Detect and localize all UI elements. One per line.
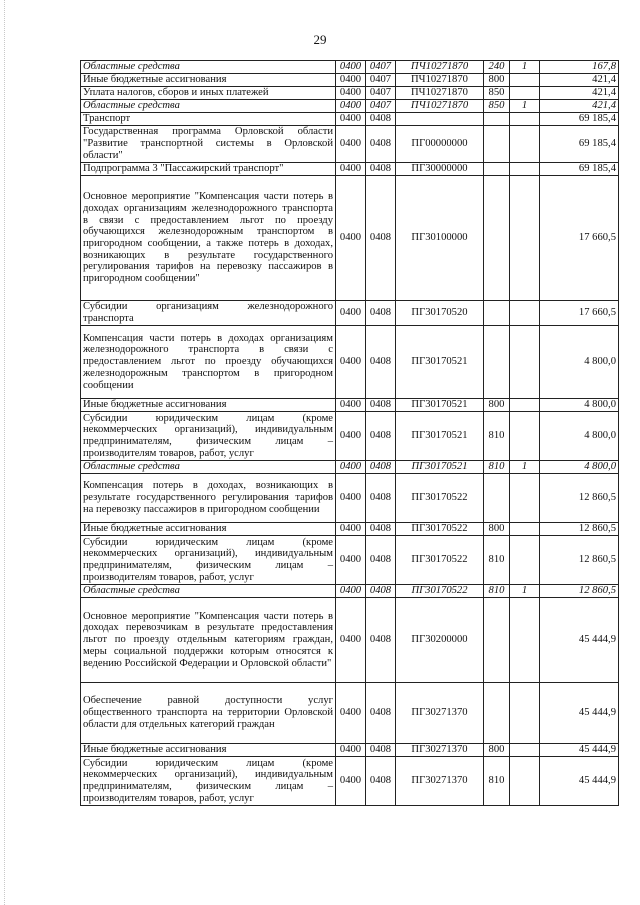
amount-cell: 69 185,4 xyxy=(540,126,619,163)
subsection-code-cell: 0408 xyxy=(366,474,396,523)
section-code-cell: 0400 xyxy=(336,176,366,301)
table-row xyxy=(81,113,619,126)
row-name-cell: Государственная программа Орловской области "Развитие транспортной системы в Орловской области" xyxy=(81,126,336,163)
target-article-cell: ПГ30170521 xyxy=(396,326,484,399)
row-name-cell: Транспорт xyxy=(81,113,336,126)
source-code-cell xyxy=(510,301,540,326)
row-name-cell: Областные средства xyxy=(81,100,336,113)
table-row xyxy=(81,744,619,757)
amount-cell: 12 860,5 xyxy=(540,474,619,523)
target-article-cell: ПЧ10271870 xyxy=(396,74,484,87)
table-row xyxy=(81,176,619,301)
table-row xyxy=(81,301,619,326)
target-article-cell: ПЧ10271870 xyxy=(396,100,484,113)
subsection-code-cell: 0407 xyxy=(366,87,396,100)
amount-cell: 12 860,5 xyxy=(540,536,619,585)
amount-cell: 45 444,9 xyxy=(540,744,619,757)
section-code-cell: 0400 xyxy=(336,163,366,176)
table-row xyxy=(81,757,619,806)
subsection-code-cell: 0408 xyxy=(366,461,396,474)
row-name-cell: Уплата налогов, сборов и иных платежей xyxy=(81,87,336,100)
section-code-cell: 0400 xyxy=(336,536,366,585)
row-name-cell: Подпрограмма 3 "Пассажирский транспорт" xyxy=(81,163,336,176)
expense-type-cell: 800 xyxy=(484,74,510,87)
subsection-code-cell: 0408 xyxy=(366,757,396,806)
source-code-cell xyxy=(510,412,540,461)
subsection-code-cell: 0408 xyxy=(366,301,396,326)
table-row xyxy=(81,100,619,113)
section-code-cell: 0400 xyxy=(336,683,366,744)
subsection-code-cell: 0408 xyxy=(366,163,396,176)
section-code-cell: 0400 xyxy=(336,474,366,523)
section-code-cell: 0400 xyxy=(336,126,366,163)
target-article-cell: ПГ30170522 xyxy=(396,523,484,536)
source-code-cell xyxy=(510,176,540,301)
budget-table-body xyxy=(81,61,619,806)
source-code-cell: 1 xyxy=(510,461,540,474)
target-article-cell: ПГ30100000 xyxy=(396,176,484,301)
section-code-cell: 0400 xyxy=(336,326,366,399)
target-article-cell: ПЧ10271870 xyxy=(396,87,484,100)
target-article-cell: ПГ30170522 xyxy=(396,474,484,523)
expense-type-cell xyxy=(484,176,510,301)
row-name-cell: Обеспечение равной доступности услуг общественного транспорта на территории Орловской области для отдельных категорий граждан xyxy=(81,683,336,744)
amount-cell: 12 860,5 xyxy=(540,523,619,536)
amount-cell: 17 660,5 xyxy=(540,176,619,301)
amount-cell: 421,4 xyxy=(540,74,619,87)
source-code-cell xyxy=(510,523,540,536)
source-code-cell xyxy=(510,744,540,757)
source-code-cell xyxy=(510,87,540,100)
source-code-cell xyxy=(510,536,540,585)
target-article-cell: ПЧ10271870 xyxy=(396,61,484,74)
expense-type-cell: 810 xyxy=(484,461,510,474)
section-code-cell: 0400 xyxy=(336,744,366,757)
table-row xyxy=(81,598,619,683)
expense-type-cell: 810 xyxy=(484,536,510,585)
table-row xyxy=(81,523,619,536)
target-article-cell: ПГ30200000 xyxy=(396,598,484,683)
amount-cell: 17 660,5 xyxy=(540,301,619,326)
expense-type-cell: 810 xyxy=(484,757,510,806)
target-article-cell: ПГ30271370 xyxy=(396,744,484,757)
source-code-cell: 1 xyxy=(510,585,540,598)
row-name-cell: Основное мероприятие "Компенсация части потерь в доходах перевозчикам в результате предоставления льгот по проезду отдельным категориям граждан, меры социальной поддержки которым относятся к ведению Российской Федерации и Орловской области" xyxy=(81,598,336,683)
expense-type-cell xyxy=(484,474,510,523)
amount-cell: 167,8 xyxy=(540,61,619,74)
subsection-code-cell: 0407 xyxy=(366,61,396,74)
row-name-cell: Субсидии юридическим лицам (кроме некоммерческих организаций), индивидуальным предпринимателям, физическим лицам – производителям товаров, работ, услуг xyxy=(81,412,336,461)
row-name-cell: Субсидии юридическим лицам (кроме некоммерческих организаций), индивидуальным предпринимателям, физическим лицам – производителям товаров, работ, услуг xyxy=(81,757,336,806)
source-code-cell xyxy=(510,326,540,399)
section-code-cell: 0400 xyxy=(336,74,366,87)
row-name-cell: Субсидии юридическим лицам (кроме некоммерческих организаций), индивидуальным предпринимателям, физическим лицам – производителям товаров, работ, услуг xyxy=(81,536,336,585)
table-row xyxy=(81,326,619,399)
expense-type-cell: 240 xyxy=(484,61,510,74)
target-article-cell: ПГ30170522 xyxy=(396,585,484,598)
row-name-cell: Областные средства xyxy=(81,461,336,474)
source-code-cell: 1 xyxy=(510,61,540,74)
subsection-code-cell: 0408 xyxy=(366,399,396,412)
amount-cell: 421,4 xyxy=(540,100,619,113)
row-name-cell: Иные бюджетные ассигнования xyxy=(81,523,336,536)
subsection-code-cell: 0408 xyxy=(366,326,396,399)
expense-type-cell: 800 xyxy=(484,523,510,536)
amount-cell: 4 800,0 xyxy=(540,461,619,474)
amount-cell: 45 444,9 xyxy=(540,598,619,683)
target-article-cell xyxy=(396,113,484,126)
expense-type-cell xyxy=(484,113,510,126)
expense-type-cell xyxy=(484,683,510,744)
expense-type-cell: 850 xyxy=(484,87,510,100)
table-row xyxy=(81,585,619,598)
subsection-code-cell: 0408 xyxy=(366,585,396,598)
row-name-cell: Областные средства xyxy=(81,585,336,598)
table-row xyxy=(81,536,619,585)
table-row xyxy=(81,163,619,176)
target-article-cell: ПГ30000000 xyxy=(396,163,484,176)
section-code-cell: 0400 xyxy=(336,461,366,474)
table-row xyxy=(81,474,619,523)
section-code-cell: 0400 xyxy=(336,399,366,412)
table-row xyxy=(81,126,619,163)
table-row xyxy=(81,74,619,87)
row-name-cell: Субсидии организациям железнодорожного транспорта xyxy=(81,301,336,326)
expense-type-cell: 800 xyxy=(484,744,510,757)
subsection-code-cell: 0408 xyxy=(366,412,396,461)
subsection-code-cell: 0407 xyxy=(366,100,396,113)
source-code-cell xyxy=(510,399,540,412)
section-code-cell: 0400 xyxy=(336,61,366,74)
row-name-cell: Компенсация потерь в доходах, возникающих в результате государственного регулирования тарифов на перевозку пассажиров в пригородном сообщении xyxy=(81,474,336,523)
page-number: 29 xyxy=(313,32,327,47)
subsection-code-cell: 0408 xyxy=(366,126,396,163)
amount-cell: 421,4 xyxy=(540,87,619,100)
source-code-cell xyxy=(510,74,540,87)
target-article-cell: ПГ30271370 xyxy=(396,757,484,806)
target-article-cell: ПГ30271370 xyxy=(396,683,484,744)
source-code-cell xyxy=(510,126,540,163)
source-code-cell xyxy=(510,474,540,523)
table-row xyxy=(81,61,619,74)
source-code-cell: 1 xyxy=(510,100,540,113)
section-code-cell: 0400 xyxy=(336,585,366,598)
table-row xyxy=(81,683,619,744)
amount-cell: 4 800,0 xyxy=(540,326,619,399)
source-code-cell xyxy=(510,163,540,176)
amount-cell: 4 800,0 xyxy=(540,412,619,461)
table-row xyxy=(81,461,619,474)
expense-type-cell xyxy=(484,598,510,683)
table-row xyxy=(81,87,619,100)
target-article-cell: ПГ30170521 xyxy=(396,412,484,461)
target-article-cell: ПГ30170522 xyxy=(396,536,484,585)
expense-type-cell: 850 xyxy=(484,100,510,113)
section-code-cell: 0400 xyxy=(336,113,366,126)
amount-cell: 69 185,4 xyxy=(540,113,619,126)
expense-type-cell xyxy=(484,326,510,399)
expense-type-cell: 810 xyxy=(484,412,510,461)
source-code-cell xyxy=(510,757,540,806)
expense-type-cell: 800 xyxy=(484,399,510,412)
table-row xyxy=(81,399,619,412)
section-code-cell: 0400 xyxy=(336,412,366,461)
amount-cell: 69 185,4 xyxy=(540,163,619,176)
source-code-cell xyxy=(510,683,540,744)
row-name-cell: Иные бюджетные ассигнования xyxy=(81,74,336,87)
row-name-cell: Иные бюджетные ассигнования xyxy=(81,744,336,757)
subsection-code-cell: 0408 xyxy=(366,598,396,683)
section-code-cell: 0400 xyxy=(336,87,366,100)
subsection-code-cell: 0408 xyxy=(366,744,396,757)
subsection-code-cell: 0408 xyxy=(366,176,396,301)
section-code-cell: 0400 xyxy=(336,301,366,326)
target-article-cell: ПГ30170521 xyxy=(396,399,484,412)
row-name-cell: Иные бюджетные ассигнования xyxy=(81,399,336,412)
subsection-code-cell: 0407 xyxy=(366,74,396,87)
subsection-code-cell: 0408 xyxy=(366,536,396,585)
target-article-cell: ПГ00000000 xyxy=(396,126,484,163)
amount-cell: 45 444,9 xyxy=(540,757,619,806)
row-name-cell: Основное мероприятие "Компенсация части потерь в доходах организациям железнодорожного транспорта в связи с предоставлением льгот по проезду обучающихся железнодорожным транспортом в пригородном сообщении, а также потерь в доходах, возникающих в результате государственного регулирования тарифов на перевозку пассажиров в пригородном сообщении" xyxy=(81,176,336,301)
target-article-cell: ПГ30170521 xyxy=(396,461,484,474)
row-name-cell: Компенсация части потерь в доходах организациям железнодорожного транспорта в связи с предоставлением льгот по проезду обучающихся железнодорожным транспортом в пригородном сообщении xyxy=(81,326,336,399)
row-name-cell: Областные средства xyxy=(81,61,336,74)
amount-cell: 45 444,9 xyxy=(540,683,619,744)
amount-cell: 4 800,0 xyxy=(540,399,619,412)
section-code-cell: 0400 xyxy=(336,757,366,806)
scan-edge-marks xyxy=(4,0,8,905)
subsection-code-cell: 0408 xyxy=(366,113,396,126)
amount-cell: 12 860,5 xyxy=(540,585,619,598)
table-row xyxy=(81,412,619,461)
section-code-cell: 0400 xyxy=(336,598,366,683)
section-code-cell: 0400 xyxy=(336,100,366,113)
expense-type-cell xyxy=(484,163,510,176)
expense-type-cell: 810 xyxy=(484,585,510,598)
section-code-cell: 0400 xyxy=(336,523,366,536)
expense-type-cell xyxy=(484,126,510,163)
source-code-cell xyxy=(510,598,540,683)
source-code-cell xyxy=(510,113,540,126)
subsection-code-cell: 0408 xyxy=(366,523,396,536)
budget-table xyxy=(80,60,619,806)
subsection-code-cell: 0408 xyxy=(366,683,396,744)
target-article-cell: ПГ30170520 xyxy=(396,301,484,326)
expense-type-cell xyxy=(484,301,510,326)
